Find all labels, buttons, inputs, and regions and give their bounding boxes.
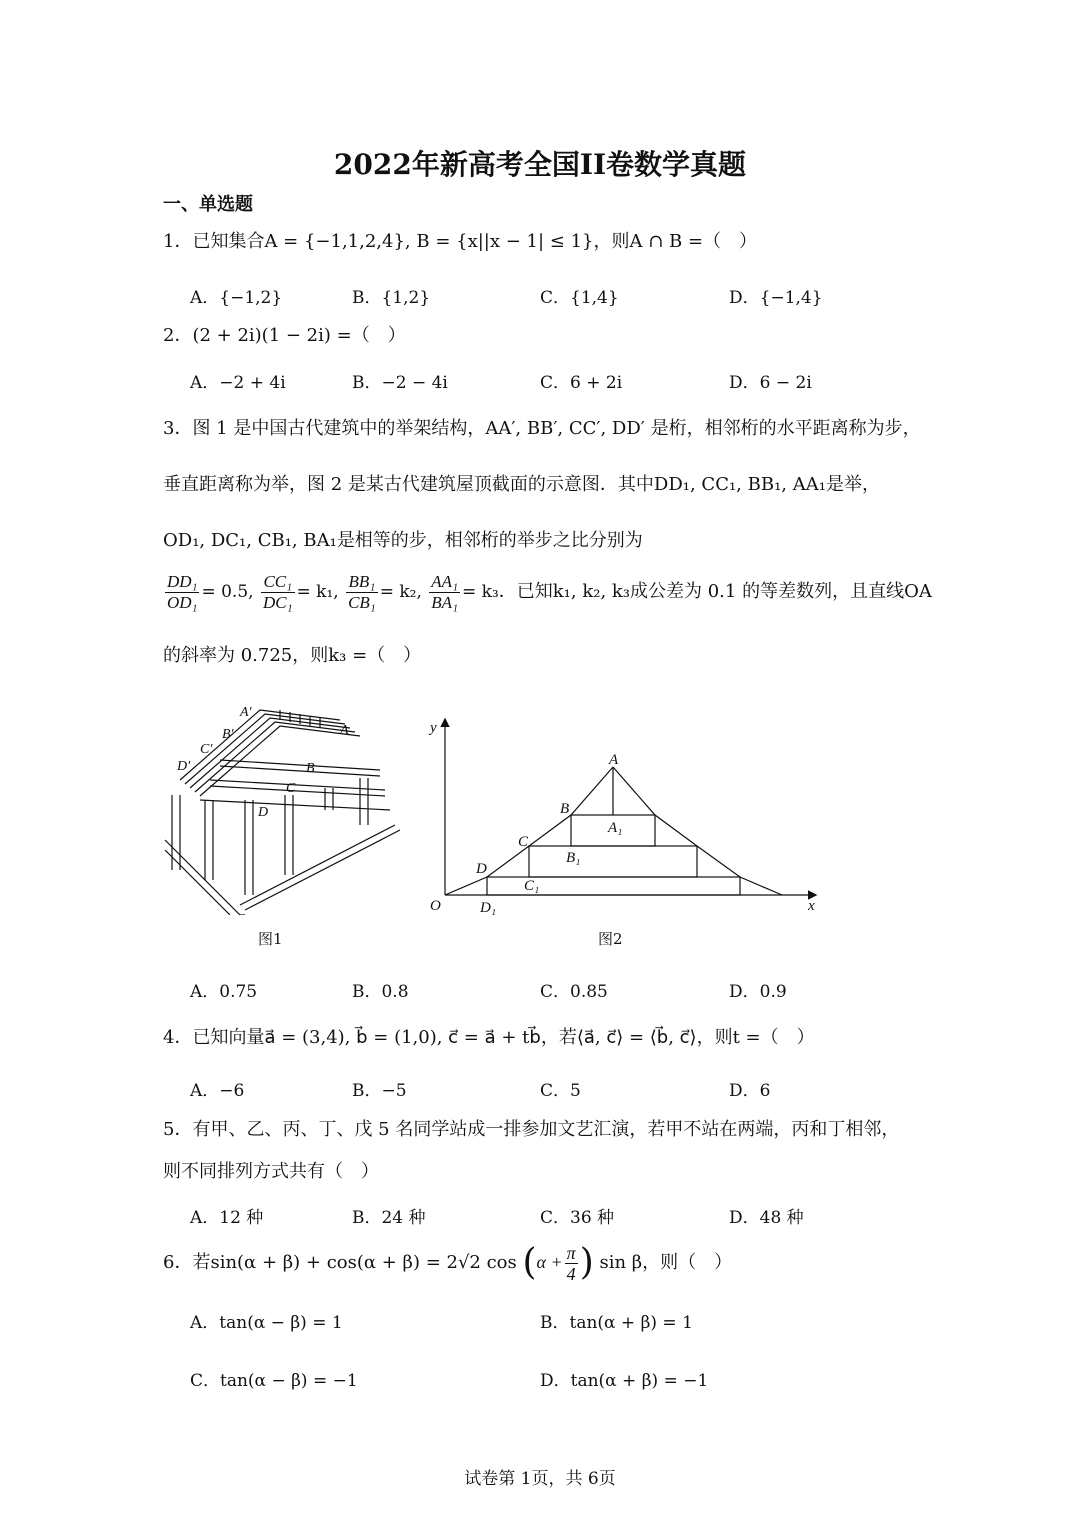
page-footer: 试卷第 1页，共 6页	[464, 1469, 616, 1489]
question-1-option-a: A．{−1,2}	[190, 288, 283, 308]
fig2-label-a: A	[609, 752, 619, 768]
ratio-fraction-3: $\frac{\text{BB₁}}{\text{CB₁}}$	[348, 572, 376, 612]
question-6-option-d: D．tan(α + β) = −1	[540, 1371, 709, 1391]
question-1-option-d: D．{−1,4}	[729, 288, 823, 308]
question-3-option-a: A．0.75	[190, 982, 258, 1002]
fig2-label-c: C	[518, 834, 529, 850]
question-6-option-a: A．tan(α − β) = 1	[190, 1313, 343, 1333]
section-heading: 一、单选题	[163, 194, 253, 215]
page-title: 2022年新高考全国II卷数学真题	[333, 148, 747, 181]
pi-over-4-fraction: $\frac{\pi}{4}$	[566, 1242, 576, 1284]
question-2-stem: 2．(2 + 2i)(1 − 2i) =（ ）	[163, 325, 406, 346]
figure-2-roof-section	[420, 712, 830, 922]
fig1-label-a: A	[340, 723, 349, 738]
question-5-option-d: D．48 种	[729, 1208, 804, 1228]
fig1-label-b-prime: B′	[222, 727, 234, 742]
fig2-label-o: O	[430, 898, 441, 914]
fig2-label-d: D	[476, 861, 487, 877]
question-3-line-2: 垂直距离称为举，图 2 是某古代建筑屋顶截面的示意图．其中DD₁, CC₁, BB₁, AA₁是举，	[163, 474, 880, 495]
question-2-option-a: A．−2 + 4i	[190, 373, 286, 393]
question-4-option-d: D．6	[729, 1081, 771, 1101]
question-5-option-a: A．12 种	[190, 1208, 264, 1228]
fig2-label-d1: D₁	[480, 900, 497, 916]
question-5-option-c: C．36 种	[540, 1208, 615, 1228]
ratio-fraction-2: $\frac{\text{CC₁}}{\text{DC₁}}$	[262, 572, 293, 612]
question-1-option-b: B．{1,2}	[352, 288, 431, 308]
ratio-fraction-1: $\frac{\text{DD₁}}{\text{OD₁}}$	[167, 572, 198, 612]
fig1-label-b: B	[306, 761, 315, 776]
question-3-option-d: D．0.9	[729, 982, 787, 1002]
ratio-fraction-4: $\frac{\text{AA₁}}{\text{BA₁}}$	[431, 572, 458, 612]
fig1-label-c-prime: C′	[200, 742, 213, 757]
question-2-option-d: D．6 − 2i	[729, 373, 812, 393]
figure-1-building-frame	[160, 700, 400, 915]
question-2-option-b: B．−2 − 4i	[352, 373, 448, 393]
question-1-option-c: C．{1,4}	[540, 288, 619, 308]
question-6-option-c: C．tan(α − β) = −1	[190, 1371, 358, 1391]
fig1-label-d: D	[258, 805, 269, 820]
question-1-stem: 1．已知集合A = {−1,1,2,4}, B = {x||x − 1| ≤ 1}，则A ∩ B =（ ）	[163, 231, 758, 252]
fig1-label-d-prime: D′	[177, 759, 191, 774]
question-5-option-b: B．24 种	[352, 1208, 426, 1228]
fig1-label-c: C	[286, 781, 296, 796]
fig2-axis-x: x	[808, 898, 815, 914]
fig1-label-a-prime: A′	[240, 705, 252, 720]
fig2-label-a1: A₁	[608, 820, 623, 836]
figure-1-caption: 图1	[258, 930, 283, 948]
question-6-option-b: B．tan(α + β) = 1	[540, 1313, 693, 1333]
question-4-option-b: B．−5	[352, 1081, 407, 1101]
question-4-option-a: A．−6	[190, 1081, 245, 1101]
question-4-option-c: C．5	[540, 1081, 581, 1101]
question-3-option-c: C．0.85	[540, 982, 608, 1002]
question-3-line-5: 的斜率为 0.725，则k₃ =（ ）	[163, 645, 422, 666]
figure-2-caption: 图2	[598, 930, 623, 948]
question-3-line-3: OD₁, DC₁, CB₁, BA₁是相等的步，相邻桁的举步之比分别为	[163, 530, 643, 551]
fig2-label-b1: B₁	[566, 850, 581, 866]
question-6-stem: 6．若sin(α + β) + cos(α + β) = 2√2 cos (α + $\frac{\pi}{4}$ ) sin β，则（ ）	[163, 1242, 733, 1284]
fig2-label-b: B	[560, 801, 570, 817]
question-3-line-1: 3．图 1 是中国古代建筑中的举架结构，AA′, BB′, CC′, DD′ 是桁，相邻桁的水平距离称为步，	[163, 418, 921, 439]
question-3-option-b: B．0.8	[352, 982, 409, 1002]
question-4-stem: 4．已知向量a⃗ = (3,4), b⃗ = (1,0), c⃗ = a⃗ + tb⃗，若⟨a⃗, c⃗⟩ = ⟨b⃗, c⃗⟩，则t =（ ）	[163, 1027, 815, 1048]
question-5-line-1: 5．有甲、乙、丙、丁、戊 5 名同学站成一排参加文艺汇演，若甲不站在两端，丙和丁相邻，	[163, 1119, 900, 1140]
fig2-label-c1: C₁	[524, 878, 540, 894]
question-3-ratio-line: $\frac{\text{DD₁}}{\text{OD₁}}$ = 0.5, $\frac{\text{CC₁}}{\text{DC₁}}$ = k₁, $\frac{\text{BB₁}}{\text{CB₁}}$ = k₂, $\frac{\text{AA₁}}{\text{BA₁}}$ = k₃．已知k₁, k₂, k₃成公差为 0.1 的等差数列，且直线OA	[167, 572, 932, 612]
question-2-option-c: C．6 + 2i	[540, 373, 623, 393]
fig2-axis-y: y	[430, 720, 437, 736]
question-5-line-2: 则不同排列方式共有（ ）	[163, 1161, 379, 1182]
